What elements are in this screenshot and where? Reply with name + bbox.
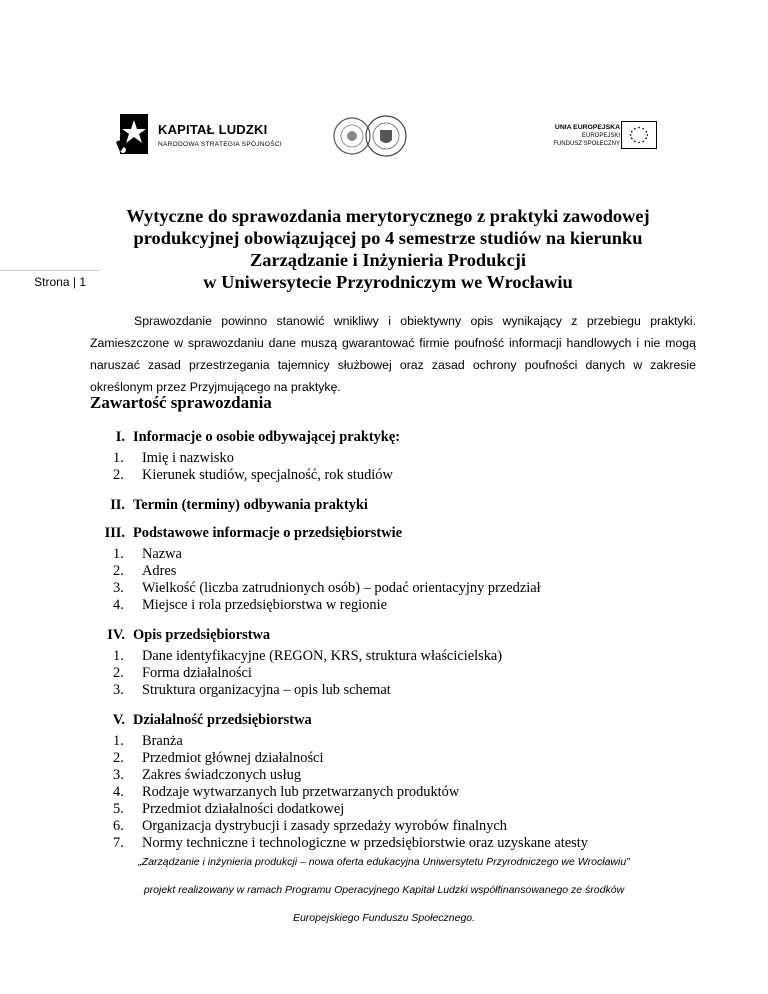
section-title: Działalność przedsiębiorstwa — [133, 712, 312, 728]
item-number: 4. — [113, 597, 124, 613]
document-title — [110, 205, 666, 293]
item-number: 1. — [113, 733, 124, 749]
list-item — [0, 467, 768, 484]
footer-line: Europejskiego Funduszu Społecznego. — [292, 912, 476, 924]
section-number: III. — [104, 525, 125, 541]
item-number: 1. — [113, 648, 124, 664]
item-text: Branża — [142, 733, 183, 749]
list-item — [0, 767, 768, 784]
list-item — [0, 784, 768, 801]
contents-section — [0, 494, 768, 522]
contents-section — [0, 426, 768, 494]
footer-line: projekt realizowany w ramach Programu Operacyjnego Kapitał Ludzki współfinansowanego ze środków — [143, 884, 625, 896]
list-item — [0, 546, 768, 563]
item-text: Normy techniczne i technologiczne w przedsiębiorstwie oraz uzyskane atesty — [142, 835, 588, 851]
item-text: Organizacja dystrybucji i zasady sprzedaży wyrobów finalnych — [142, 818, 507, 834]
item-text: Imię i nazwisko — [142, 450, 234, 466]
kapital-ludzki-star-icon — [114, 112, 150, 158]
intro-paragraph: Sprawozdanie powinno stanowić wnikliwy i obiektywny opis wynikający z przebiegu praktyki. Zamieszczone w sprawozdaniu dane muszą gwarantować firmie poufność informacji handlowych i nie mogą naruszać zasad przestrzegania tajemnicy służbowej oraz zasad ochrony poufności danych w zakresie określonym przez Przyjmującego na praktykę. — [90, 314, 696, 394]
section-heading — [0, 494, 768, 516]
item-number: 6. — [113, 818, 124, 834]
item-text: Zakres świadczonych usług — [142, 767, 302, 783]
section-heading — [0, 426, 768, 448]
list-item — [0, 733, 768, 750]
list-item — [0, 648, 768, 665]
page-footer — [60, 848, 708, 932]
footer-line: „Zarządzanie i inżynieria produkcji – nowa oferta edukacyjna Uniwersytetu Przyrodniczego we Wrocławiu” — [138, 856, 630, 868]
section-title: Podstawowe informacje o przedsiębiorstwie — [133, 525, 402, 541]
list-item — [0, 665, 768, 682]
item-number: 7. — [113, 835, 124, 851]
item-text: Rodzaje wytwarzanych lub przetwarzanych produktów — [142, 784, 460, 800]
title-line: produkcyjnej obowiązującej po 4 semestrze studiów na kierunku — [133, 228, 643, 248]
contents-section — [0, 624, 768, 709]
eu-logo-text — [520, 124, 620, 148]
list-item — [0, 818, 768, 835]
item-text: Nazwa — [142, 546, 182, 562]
item-text: Miejsce i rola przedsiębiorstwa w regionie — [142, 597, 387, 613]
contents-section — [0, 522, 768, 624]
list-item — [0, 597, 768, 614]
eu-line-1: UNIA EUROPEJSKA — [554, 124, 620, 131]
list-item — [0, 563, 768, 580]
item-number: 3. — [113, 580, 124, 596]
item-number: 3. — [113, 767, 124, 783]
item-number: 2. — [113, 665, 124, 681]
eu-line-3: FUNDUSZ SPOŁECZNY — [553, 141, 620, 147]
item-text: Kierunek studiów, specjalność, rok studiów — [142, 467, 393, 483]
list-item — [0, 750, 768, 767]
title-line: Wytyczne do sprawozdania merytorycznego z praktyki zawodowej — [126, 206, 650, 226]
contents-list — [0, 426, 768, 862]
page-number-label — [0, 270, 100, 289]
section-title: Termin (terminy) odbywania praktyki — [133, 497, 368, 513]
section-heading — [0, 624, 768, 646]
section-number: V. — [112, 712, 125, 728]
list-item — [0, 580, 768, 597]
item-text: Przedmiot głównej działalności — [142, 750, 324, 766]
contents-heading: Zawartość sprawozdania — [90, 393, 272, 412]
page-number-text: Strona | 1 — [34, 275, 86, 289]
kapital-ludzki-logo — [114, 112, 282, 160]
kl-logo-subtitle: NARODOWA STRATEGIA SPÓJNOŚCI — [158, 141, 282, 148]
kl-logo-title: KAPITAŁ LUDZKI — [158, 122, 268, 137]
list-item — [0, 450, 768, 467]
section-number: I. — [115, 429, 125, 445]
item-text: Struktura organizacyjna – opis lub schemat — [142, 682, 391, 698]
item-number: 1. — [113, 546, 124, 562]
item-number: 2. — [113, 467, 124, 483]
item-number: 2. — [113, 563, 124, 579]
section-number: II. — [110, 497, 125, 513]
item-text: Dane identyfikacyjne (REGON, KRS, struktura właścicielska) — [142, 648, 503, 664]
item-text: Przedmiot działalności dodatkowej — [142, 801, 345, 817]
item-number: 4. — [113, 784, 124, 800]
item-text: Forma działalności — [142, 665, 252, 681]
list-item — [0, 801, 768, 818]
section-heading — [0, 522, 768, 544]
item-text: Wielkość (liczba zatrudnionych osób) – podać orientacyjny przedział — [142, 580, 541, 596]
title-line: Zarządzanie i Inżynieria Produkcji — [249, 250, 527, 270]
list-item — [0, 682, 768, 699]
contents-section — [0, 709, 768, 862]
section-heading — [0, 709, 768, 731]
university-seals-icon — [330, 108, 410, 162]
item-number: 2. — [113, 750, 124, 766]
section-number: IV. — [107, 627, 125, 643]
section-title: Opis przedsiębiorstwa — [133, 627, 271, 643]
item-number: 3. — [113, 682, 124, 698]
item-number: 1. — [113, 450, 124, 466]
section-title: Informacje o osobie odbywającej praktykę: — [133, 429, 400, 445]
eu-flag-icon — [621, 121, 657, 149]
item-number: 5. — [113, 801, 124, 817]
eu-line-2: EUROPEJSKI — [581, 133, 620, 139]
title-line: w Uniwersytecie Przyrodniczym we Wrocławiu — [203, 272, 573, 292]
item-text: Adres — [142, 563, 177, 579]
